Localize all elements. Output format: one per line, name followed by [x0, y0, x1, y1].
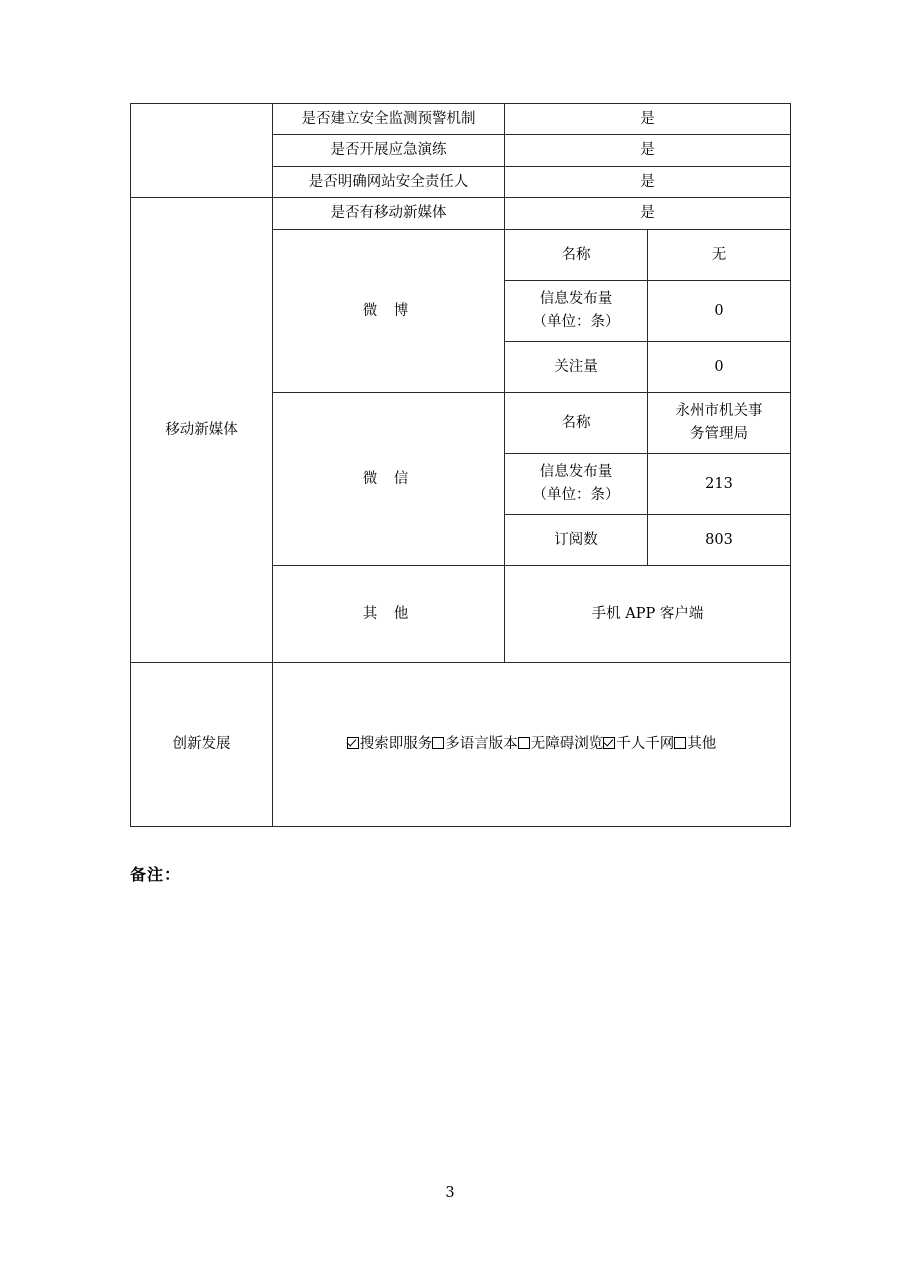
table-row-innovation	[131, 662, 791, 826]
checkbox-icon[interactable]	[518, 737, 530, 749]
table-row	[505, 341, 790, 392]
table-row	[505, 393, 790, 454]
weixin-subscribers-label: 订阅数	[505, 514, 648, 565]
weibo-post-count-label	[505, 280, 648, 341]
security-section-label	[131, 104, 273, 198]
security-question-2: 是否开展应急演练	[273, 135, 505, 166]
security-answer-3: 是	[505, 166, 791, 197]
security-question-3: 是否明确网站安全责任人	[273, 166, 505, 197]
weibo-details-cell	[505, 229, 791, 392]
weibo-post-count-value: 0	[648, 280, 791, 341]
weibo-label: 微 博	[273, 229, 505, 392]
weixin-name-label: 名称	[505, 393, 648, 454]
innovation-option-label: 多语言版本	[445, 735, 518, 752]
weibo-followers-label: 关注量	[505, 341, 648, 392]
innovation-option-label: 其他	[687, 735, 717, 752]
weixin-label: 微 信	[273, 392, 505, 565]
weixin-name-value-line1: 永州市机关事	[675, 403, 763, 420]
weixin-post-count-label-line1: 信息发布量	[539, 464, 613, 481]
form-table-container	[130, 103, 790, 827]
other-media-value: 手机 APP 客户端	[505, 565, 791, 662]
innovation-label: 创新发展	[131, 662, 273, 826]
checkbox-icon[interactable]	[347, 737, 359, 749]
weibo-post-count-label-line2: （单位：条）	[532, 313, 620, 330]
weibo-detail-table	[505, 230, 790, 392]
weixin-post-count-label-line2: （单位：条）	[532, 486, 620, 503]
security-answer-1: 是	[505, 104, 791, 135]
security-question-1: 是否建立安全监测预警机制	[273, 104, 505, 135]
innovation-option-label: 无障碍浏览	[530, 735, 604, 752]
report-form-table	[130, 103, 791, 827]
table-row	[505, 280, 790, 341]
other-media-label: 其 他	[273, 565, 505, 662]
table-row	[131, 104, 791, 135]
weibo-followers-value: 0	[648, 341, 791, 392]
table-row	[505, 230, 790, 281]
weixin-details-cell	[505, 392, 791, 565]
table-row	[505, 514, 790, 565]
innovation-options-cell	[273, 662, 791, 826]
weibo-name-label: 名称	[505, 230, 648, 281]
innovation-option-accessibility[interactable]	[518, 736, 604, 752]
has-mobile-media-answer: 是	[505, 198, 791, 229]
innovation-option-label: 千人千网	[616, 735, 675, 752]
table-row	[505, 453, 790, 514]
weixin-name-value-line2: 务管理局	[690, 425, 748, 442]
checkbox-icon[interactable]	[432, 737, 444, 749]
innovation-option-personalized[interactable]	[603, 736, 674, 752]
checkbox-icon[interactable]	[603, 737, 615, 749]
has-mobile-media-question: 是否有移动新媒体	[273, 198, 505, 229]
table-row	[131, 198, 791, 229]
weixin-post-count-value: 213	[648, 453, 791, 514]
weixin-subscribers-value: 803	[648, 514, 791, 565]
weibo-name-value: 无	[648, 230, 791, 281]
weixin-name-value	[648, 393, 791, 454]
weixin-detail-table	[505, 393, 790, 565]
innovation-option-multilingual[interactable]	[432, 736, 518, 752]
innovation-option-search-as-service[interactable]	[347, 736, 433, 752]
innovation-checkbox-group	[279, 733, 784, 756]
mobile-media-section-label: 移动新媒体	[131, 198, 273, 662]
page-number: 3	[445, 1185, 455, 1201]
innovation-option-other[interactable]	[674, 736, 716, 752]
checkbox-icon[interactable]	[674, 737, 686, 749]
innovation-option-label: 搜索即服务	[359, 735, 433, 752]
remark-label: 备注：	[130, 865, 182, 884]
weibo-post-count-label-line1: 信息发布量	[539, 291, 613, 308]
security-answer-2: 是	[505, 135, 791, 166]
weixin-post-count-label	[505, 453, 648, 514]
